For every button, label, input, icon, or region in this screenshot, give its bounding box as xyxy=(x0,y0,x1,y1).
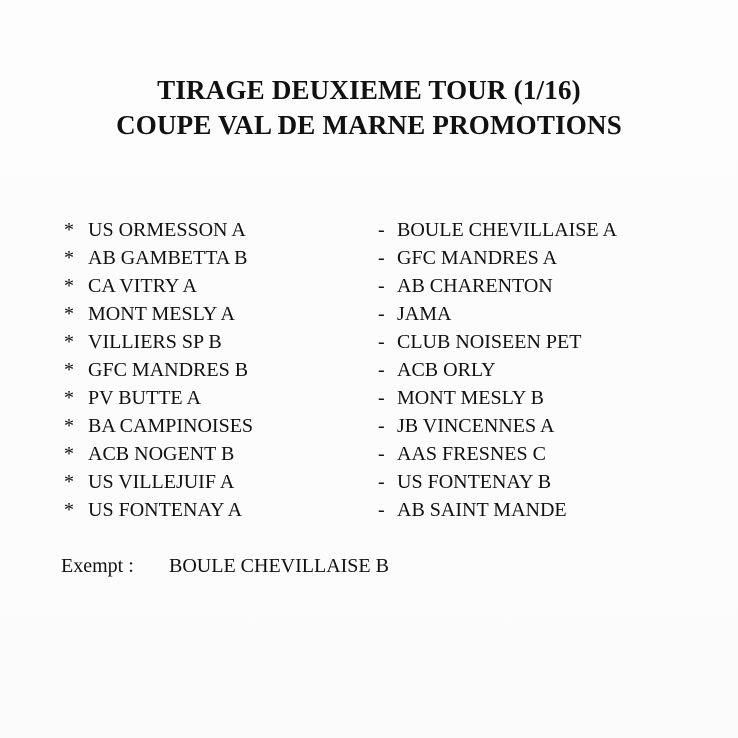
home-team-name: MONT MESLY A xyxy=(88,303,235,325)
home-team-name: PV BUTTE A xyxy=(88,387,201,409)
away-team-name: AB CHARENTON xyxy=(397,275,553,297)
away-marker: - xyxy=(378,331,385,353)
exempt-line xyxy=(61,552,389,580)
home-marker: * xyxy=(64,219,74,241)
away-marker: - xyxy=(378,275,385,297)
match-row xyxy=(64,468,684,496)
away-team xyxy=(378,272,553,300)
home-team xyxy=(64,272,197,300)
home-team xyxy=(64,356,248,384)
away-team xyxy=(378,328,581,356)
match-row xyxy=(64,244,684,272)
home-team-name: BA CAMPINOISES xyxy=(88,415,254,437)
match-row xyxy=(64,300,684,328)
home-team xyxy=(64,328,222,356)
match-row xyxy=(64,356,684,384)
away-marker: - xyxy=(378,303,385,325)
home-team xyxy=(64,384,201,412)
home-marker: * xyxy=(64,331,74,353)
home-team xyxy=(64,440,234,468)
home-marker: * xyxy=(64,443,74,465)
home-team xyxy=(64,468,234,496)
home-team xyxy=(64,300,235,328)
away-team xyxy=(378,440,546,468)
match-row xyxy=(64,272,684,300)
home-team-name: US FONTENAY A xyxy=(88,499,243,521)
home-team-name: VILLIERS SP B xyxy=(88,331,222,353)
away-team-name: BOULE CHEVILLAISE A xyxy=(397,219,617,241)
away-marker: - xyxy=(378,359,385,381)
away-team-name: GFC MANDRES A xyxy=(397,247,558,269)
away-team xyxy=(378,244,557,272)
away-team-name: AB SAINT MANDE xyxy=(397,499,567,521)
home-team-name: CA VITRY A xyxy=(88,275,197,297)
match-row xyxy=(64,440,684,468)
home-team xyxy=(64,244,248,272)
home-team xyxy=(64,216,246,244)
away-team xyxy=(378,300,451,328)
home-team-name: US ORMESSON A xyxy=(88,219,246,241)
away-team-name: JB VINCENNES A xyxy=(397,415,555,437)
home-marker: * xyxy=(64,415,74,437)
away-marker: - xyxy=(378,443,385,465)
match-row xyxy=(64,216,684,244)
away-team xyxy=(378,412,554,440)
exempt-team: BOULE CHEVILLAISE B xyxy=(169,555,389,577)
home-team xyxy=(64,496,242,524)
match-row xyxy=(64,384,684,412)
home-team-name: US VILLEJUIF A xyxy=(88,471,235,493)
home-marker: * xyxy=(64,387,74,409)
away-team xyxy=(378,496,567,524)
away-marker: - xyxy=(378,247,385,269)
home-marker: * xyxy=(64,247,74,269)
away-marker: - xyxy=(378,499,385,521)
exempt-label: Exempt : xyxy=(61,555,134,577)
away-marker: - xyxy=(378,415,385,437)
home-marker: * xyxy=(64,359,74,381)
title-line-2: COUPE VAL DE MARNE PROMOTIONS xyxy=(116,110,622,140)
away-team xyxy=(378,216,617,244)
away-team-name: CLUB NOISEEN PET xyxy=(397,331,582,353)
home-marker: * xyxy=(64,499,74,521)
home-marker: * xyxy=(64,275,74,297)
away-team xyxy=(378,356,496,384)
away-team xyxy=(378,384,544,412)
match-row xyxy=(64,328,684,356)
away-team-name: MONT MESLY B xyxy=(397,387,544,409)
home-team-name: GFC MANDRES B xyxy=(88,359,249,381)
away-marker: - xyxy=(378,471,385,493)
away-team xyxy=(378,468,551,496)
home-team-name: ACB NOGENT B xyxy=(88,443,235,465)
away-team-name: JAMA xyxy=(397,303,452,325)
home-team-name: AB GAMBETTA B xyxy=(88,247,248,269)
away-team-name: ACB ORLY xyxy=(397,359,496,381)
home-marker: * xyxy=(64,303,74,325)
match-row xyxy=(64,496,684,524)
title-line-1: TIRAGE DEUXIEME TOUR (1/16) xyxy=(157,75,581,105)
away-marker: - xyxy=(378,387,385,409)
away-marker: - xyxy=(378,219,385,241)
home-marker: * xyxy=(64,471,74,493)
home-team xyxy=(64,412,253,440)
match-list xyxy=(64,216,684,524)
away-team-name: US FONTENAY B xyxy=(397,471,552,493)
match-row xyxy=(64,412,684,440)
away-team-name: AAS FRESNES C xyxy=(397,443,546,465)
